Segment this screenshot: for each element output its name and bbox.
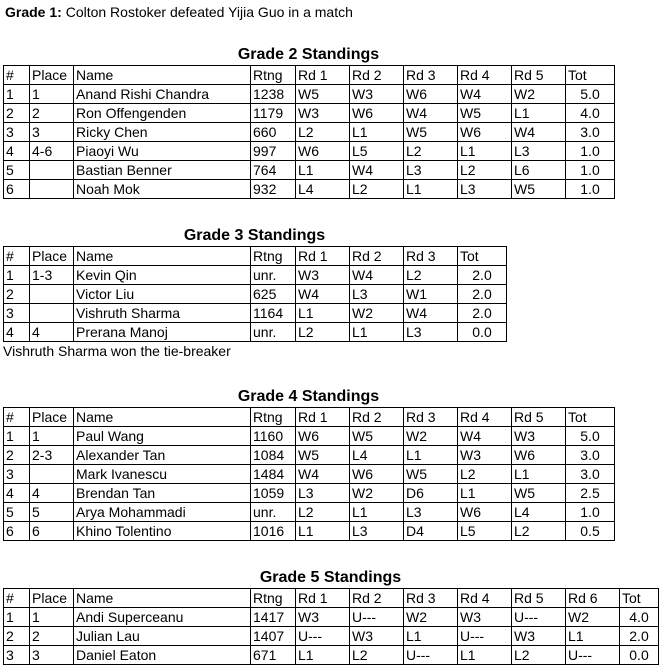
table-row [4, 104, 615, 123]
table-cell: 6 [4, 180, 30, 199]
table-cell: Anand Rishi Chandra [74, 85, 251, 104]
table-cell: Khino Tolentino [74, 522, 251, 541]
column-header: Tot [566, 408, 615, 427]
column-header: Rd 6 [566, 589, 620, 608]
table-cell: W6 [350, 465, 404, 484]
table-cell: 4-6 [30, 142, 74, 161]
table-cell: 1 [30, 427, 74, 446]
table-cell: L1 [404, 446, 458, 465]
table-cell: 6 [30, 522, 74, 541]
table-cell: 1.0 [566, 180, 615, 199]
table-cell: W4 [404, 304, 458, 323]
column-header: Tot [458, 247, 507, 266]
table-cell: 1 [30, 608, 74, 627]
table-cell: 2.0 [620, 627, 659, 646]
table-cell: 3 [4, 465, 30, 484]
table-cell: 5 [4, 161, 30, 180]
table-cell: 1.0 [566, 503, 615, 522]
table-row [4, 304, 507, 323]
table-cell: Noah Mok [74, 180, 251, 199]
table-row [4, 465, 615, 484]
table-cell: 1084 [251, 446, 296, 465]
table-cell: Vishruth Sharma [74, 304, 251, 323]
table-cell: 3 [30, 646, 74, 665]
table-cell: W3 [512, 427, 566, 446]
table-cell: Ricky Chen [74, 123, 251, 142]
table-cell: 2 [30, 627, 74, 646]
table-cell: L3 [296, 484, 350, 503]
table-cell: 1160 [251, 427, 296, 446]
table-cell: 3 [4, 123, 30, 142]
table-cell: 1 [4, 608, 30, 627]
table-cell: L3 [458, 180, 512, 199]
table-cell: 660 [251, 123, 296, 142]
table-cell: 1 [30, 85, 74, 104]
table-cell: W4 [458, 85, 512, 104]
table-cell: U--- [296, 627, 350, 646]
table-row [4, 627, 659, 646]
grade2-table [3, 65, 615, 199]
table-cell: L2 [512, 646, 566, 665]
table-cell: unr. [251, 323, 296, 342]
table-cell: 5.0 [566, 427, 615, 446]
table-row [4, 608, 659, 627]
column-header: Rtng [251, 66, 296, 85]
table-cell: 4 [4, 142, 30, 161]
grade3-title: Grade 3 Standings [183, 227, 326, 244]
table-row [4, 522, 615, 541]
table-cell: 2-3 [30, 446, 74, 465]
table-cell: 1.0 [566, 142, 615, 161]
tiebreak-note: Vishruth Sharma won the tie-breaker [3, 343, 231, 359]
table-cell: 764 [251, 161, 296, 180]
table-cell: L2 [404, 266, 458, 285]
table-cell: W4 [296, 285, 350, 304]
column-header: Rd 3 [404, 66, 458, 85]
table-cell: W3 [458, 446, 512, 465]
table-cell: Piaoyi Wu [74, 142, 251, 161]
table-cell: W5 [512, 180, 566, 199]
table-cell: W6 [512, 446, 566, 465]
table-cell: Kevin Qin [74, 266, 251, 285]
table-cell: W4 [404, 104, 458, 123]
column-header: Place [30, 66, 74, 85]
column-header: Rd 4 [458, 408, 512, 427]
table-cell: W4 [458, 427, 512, 446]
table-cell: Alexander Tan [74, 446, 251, 465]
table-cell: 3 [4, 304, 30, 323]
table-cell: Bastian Benner [74, 161, 251, 180]
table-cell: Julian Lau [74, 627, 251, 646]
table-cell: L2 [296, 123, 350, 142]
table-cell: 2.5 [566, 484, 615, 503]
table-cell: 2 [4, 285, 30, 304]
table-cell: 1.0 [566, 161, 615, 180]
grade4-table [3, 407, 615, 541]
table-cell: Mark Ivanescu [74, 465, 251, 484]
table-cell: L1 [350, 503, 404, 522]
column-header: Rd 3 [404, 247, 458, 266]
table-cell: 3 [4, 646, 30, 665]
column-header: Rtng [251, 589, 296, 608]
table-cell: 0.5 [566, 522, 615, 541]
table-cell: 1 [4, 266, 30, 285]
table-cell: unr. [251, 503, 296, 522]
table-cell: W4 [350, 266, 404, 285]
table-cell: W3 [458, 608, 512, 627]
grade5-body [4, 589, 659, 665]
table-cell: 2 [4, 104, 30, 123]
table-cell: Brendan Tan [74, 484, 251, 503]
table-cell: L4 [296, 180, 350, 199]
grade4-section [3, 387, 615, 541]
table-row [4, 427, 615, 446]
table-cell: 671 [251, 646, 296, 665]
column-header: Rd 5 [512, 589, 566, 608]
grade2-title: Grade 2 Standings [237, 46, 380, 63]
table-cell: U--- [458, 627, 512, 646]
column-header: Place [30, 247, 74, 266]
table-cell: W3 [350, 627, 404, 646]
table-cell: L1 [296, 161, 350, 180]
table-cell: L1 [296, 522, 350, 541]
table-cell: L1 [296, 646, 350, 665]
table-cell: W4 [296, 465, 350, 484]
table-cell: W3 [512, 627, 566, 646]
column-header: Rd 1 [296, 408, 350, 427]
table-cell: L3 [350, 285, 404, 304]
table-cell: 625 [251, 285, 296, 304]
table-cell: 4 [4, 484, 30, 503]
grade3-table [3, 246, 507, 342]
column-header: Rd 2 [350, 589, 404, 608]
table-cell: L1 [566, 627, 620, 646]
table-cell: 2 [4, 627, 30, 646]
table-cell: 1484 [251, 465, 296, 484]
table-cell [30, 180, 74, 199]
column-header: Rtng [251, 247, 296, 266]
table-cell: U--- [512, 608, 566, 627]
table-cell: 4 [30, 484, 74, 503]
table-cell: W1 [404, 285, 458, 304]
table-cell [30, 304, 74, 323]
table-cell: L1 [404, 627, 458, 646]
table-cell: 3.0 [566, 123, 615, 142]
table-cell: L5 [350, 142, 404, 161]
table-row [4, 85, 615, 104]
table-cell: L6 [512, 161, 566, 180]
table-cell: L2 [296, 323, 350, 342]
table-cell: W6 [404, 85, 458, 104]
table-cell: 1059 [251, 484, 296, 503]
table-cell: 0.0 [620, 646, 659, 665]
table-row [4, 323, 507, 342]
table-cell: W2 [404, 427, 458, 446]
table-cell: W5 [458, 104, 512, 123]
table-cell: W5 [350, 427, 404, 446]
column-header: Name [74, 247, 251, 266]
table-cell: 1407 [251, 627, 296, 646]
table-cell: L4 [350, 446, 404, 465]
table-cell: W5 [296, 446, 350, 465]
grade1-text: Colton Rostoker defeated Yijia Guo in a match [65, 4, 353, 20]
table-cell: L1 [458, 142, 512, 161]
column-header: Rd 1 [296, 247, 350, 266]
table-cell: 1 [4, 85, 30, 104]
table-cell: W2 [350, 484, 404, 503]
table-cell: L2 [296, 503, 350, 522]
table-cell: 3.0 [566, 446, 615, 465]
column-header: Rd 2 [350, 66, 404, 85]
table-cell: 2.0 [458, 285, 507, 304]
table-cell: W5 [404, 465, 458, 484]
table-cell: L1 [458, 484, 512, 503]
table-cell: L2 [458, 161, 512, 180]
column-header: Name [74, 589, 251, 608]
table-cell: L2 [458, 465, 512, 484]
table-cell: W2 [350, 304, 404, 323]
table-cell: 4.0 [620, 608, 659, 627]
column-header: Rd 1 [296, 589, 350, 608]
table-row [4, 646, 659, 665]
table-cell [30, 285, 74, 304]
table-cell: 5 [4, 503, 30, 522]
column-header: Rd 3 [404, 589, 458, 608]
table-cell: Paul Wang [74, 427, 251, 446]
grade4-title: Grade 4 Standings [237, 388, 380, 405]
table-cell: unr. [251, 266, 296, 285]
table-cell: 1238 [251, 85, 296, 104]
column-header: Name [74, 408, 251, 427]
column-header: # [4, 247, 30, 266]
table-cell: 4 [4, 323, 30, 342]
table-cell: W2 [404, 608, 458, 627]
column-header: Name [74, 66, 251, 85]
table-cell: Ron Offengenden [74, 104, 251, 123]
table-cell: U--- [404, 646, 458, 665]
table-cell: 4.0 [566, 104, 615, 123]
column-header: Rd 4 [458, 66, 512, 85]
table-cell: L1 [458, 646, 512, 665]
table-cell: 2 [30, 104, 74, 123]
table-cell: W3 [296, 104, 350, 123]
table-cell: Prerana Manoj [74, 323, 251, 342]
table-cell: L3 [404, 503, 458, 522]
grade3-body [4, 247, 507, 342]
table-cell: Daniel Eaton [74, 646, 251, 665]
grade3-section [3, 226, 507, 360]
table-cell: W6 [458, 503, 512, 522]
table-cell: 932 [251, 180, 296, 199]
table-cell: L3 [350, 522, 404, 541]
column-header: Rd 4 [458, 589, 512, 608]
table-cell: W6 [458, 123, 512, 142]
table-cell: 1-3 [30, 266, 74, 285]
table-cell [30, 161, 74, 180]
table-row [4, 266, 507, 285]
table-cell: Victor Liu [74, 285, 251, 304]
table-cell: 0.0 [458, 323, 507, 342]
table-row [4, 285, 507, 304]
grade5-title: Grade 5 Standings [259, 569, 402, 586]
table-cell: W6 [350, 104, 404, 123]
table-cell: W3 [296, 266, 350, 285]
table-cell: 4 [30, 323, 74, 342]
table-cell: L3 [404, 161, 458, 180]
table-cell: L1 [512, 104, 566, 123]
grade5-table [3, 588, 659, 665]
grade2-section [3, 45, 615, 199]
table-cell: 1164 [251, 304, 296, 323]
table-cell: 1016 [251, 522, 296, 541]
table-cell: Andi Superceanu [74, 608, 251, 627]
table-row [4, 180, 615, 199]
grade1-result [5, 4, 353, 20]
table-cell: 1179 [251, 104, 296, 123]
table-cell: W6 [296, 142, 350, 161]
column-header: Rd 5 [512, 66, 566, 85]
header-row [4, 589, 659, 608]
column-header: Rd 2 [350, 247, 404, 266]
table-cell: 6 [4, 522, 30, 541]
table-row [4, 123, 615, 142]
grade1-label: Grade 1: [5, 4, 62, 20]
table-cell: 5.0 [566, 85, 615, 104]
column-header: Tot [620, 589, 659, 608]
column-header: Place [30, 589, 74, 608]
table-cell: 5 [30, 503, 74, 522]
column-header: # [4, 408, 30, 427]
table-cell: W5 [296, 85, 350, 104]
table-cell: W3 [296, 608, 350, 627]
table-cell: L2 [512, 522, 566, 541]
grade4-body [4, 408, 615, 541]
grade5-section [3, 568, 659, 665]
table-cell [30, 465, 74, 484]
column-header: # [4, 589, 30, 608]
table-cell: 1 [4, 427, 30, 446]
column-header: Rtng [251, 408, 296, 427]
column-header: Place [30, 408, 74, 427]
table-cell: L1 [404, 180, 458, 199]
header-row [4, 247, 507, 266]
table-cell: 1417 [251, 608, 296, 627]
table-cell: U--- [350, 608, 404, 627]
table-cell: L1 [350, 323, 404, 342]
table-cell: D6 [404, 484, 458, 503]
table-cell: W2 [566, 608, 620, 627]
table-cell: 997 [251, 142, 296, 161]
table-cell: 3 [30, 123, 74, 142]
table-cell: Arya Mohammadi [74, 503, 251, 522]
column-header: Rd 2 [350, 408, 404, 427]
table-cell: L2 [404, 142, 458, 161]
table-cell: L1 [512, 465, 566, 484]
table-cell: W5 [404, 123, 458, 142]
column-header: # [4, 66, 30, 85]
table-cell: L1 [350, 123, 404, 142]
column-header: Rd 3 [404, 408, 458, 427]
table-cell: L3 [512, 142, 566, 161]
table-cell: W3 [350, 85, 404, 104]
table-cell: 2 [4, 446, 30, 465]
grade2-body [4, 66, 615, 199]
table-cell: 3.0 [566, 465, 615, 484]
table-cell: L2 [350, 180, 404, 199]
table-row [4, 142, 615, 161]
table-cell: L3 [404, 323, 458, 342]
table-cell: W5 [512, 484, 566, 503]
table-row [4, 484, 615, 503]
table-cell: W6 [296, 427, 350, 446]
table-cell: D4 [404, 522, 458, 541]
table-row [4, 161, 615, 180]
table-cell: L5 [458, 522, 512, 541]
header-row [4, 408, 615, 427]
table-cell: 2.0 [458, 266, 507, 285]
column-header: Rd 5 [512, 408, 566, 427]
header-row [4, 66, 615, 85]
column-header: Tot [566, 66, 615, 85]
table-cell: U--- [566, 646, 620, 665]
table-cell: L1 [296, 304, 350, 323]
column-header: Rd 1 [296, 66, 350, 85]
table-cell: W4 [350, 161, 404, 180]
table-cell: W4 [512, 123, 566, 142]
table-cell: L4 [512, 503, 566, 522]
table-row [4, 503, 615, 522]
table-cell: L2 [350, 646, 404, 665]
table-row [4, 446, 615, 465]
table-cell: W2 [512, 85, 566, 104]
table-cell: 2.0 [458, 304, 507, 323]
